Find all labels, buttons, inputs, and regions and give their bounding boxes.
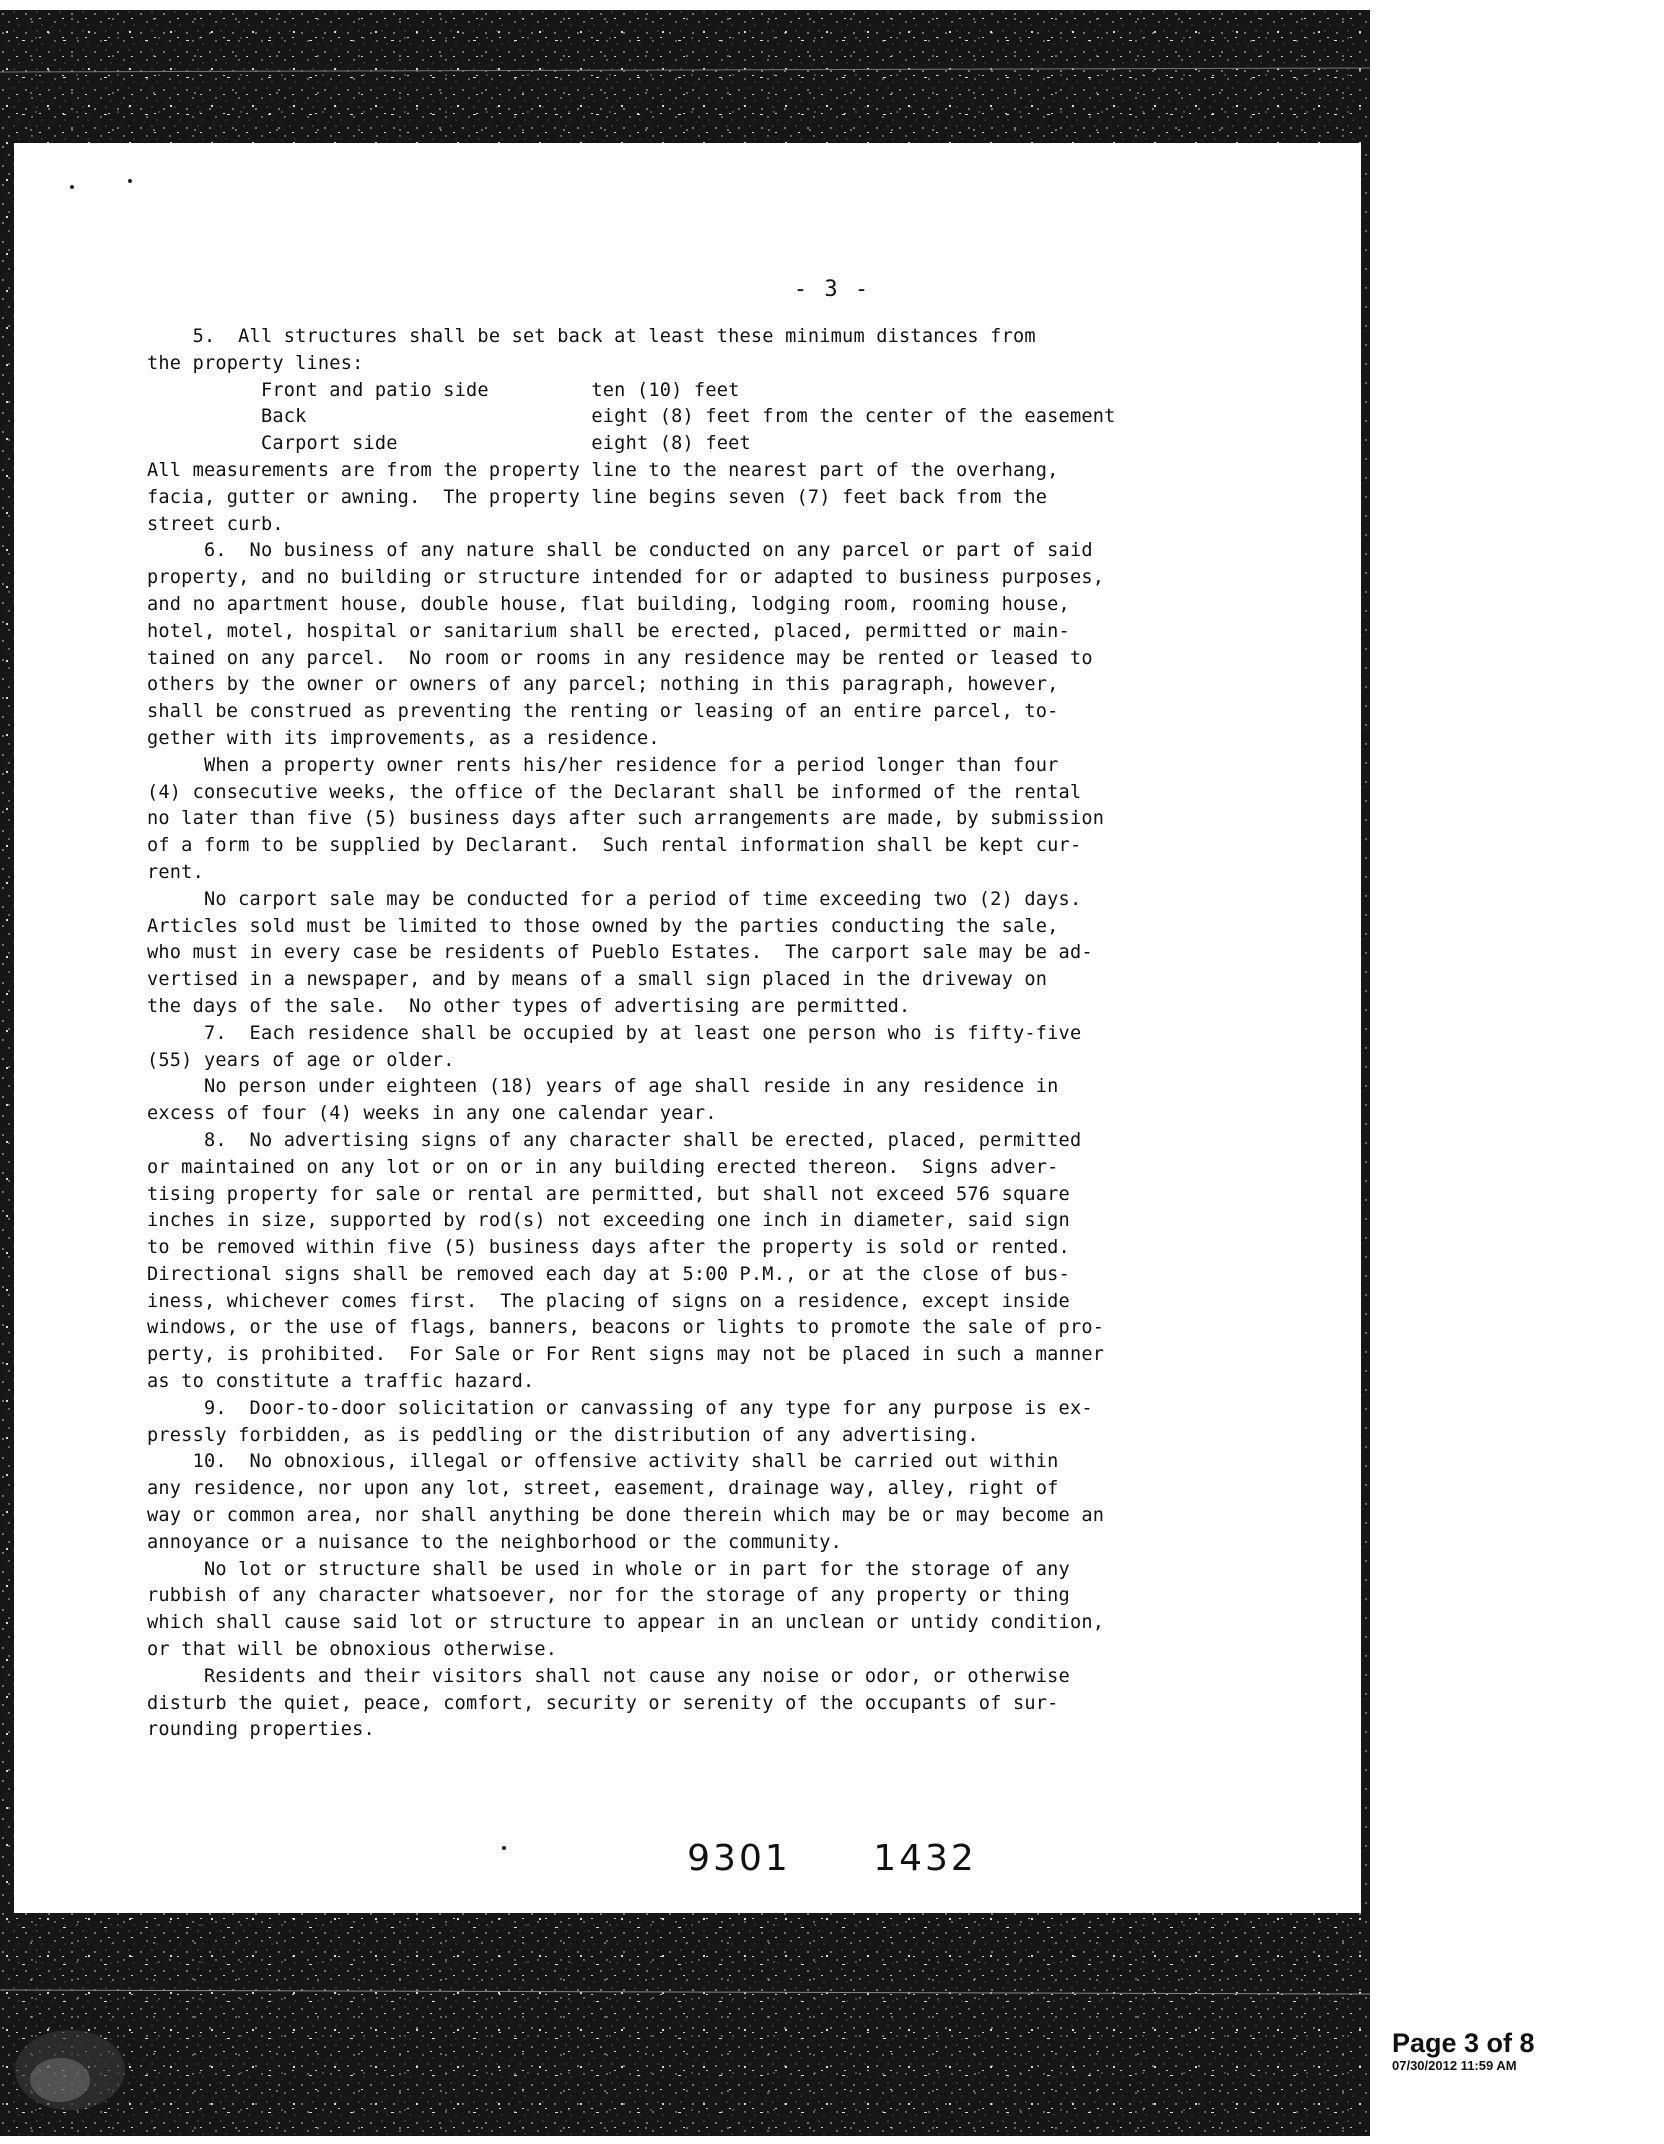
text-line: the property lines:	[147, 352, 364, 374]
text-line: No person under eighteen (18) years of age shall reside in any residence in	[147, 1076, 1059, 1098]
text-line: Residents and their visitors shall not cause any noise or odor, or otherwise	[147, 1665, 1070, 1687]
text-line: shall be construed as preventing the renting or leasing of an entire parcel, to-	[147, 701, 1059, 723]
text-line: gether with its improvements, as a residence.	[147, 727, 660, 749]
footer-timestamp: 07/30/2012 11:59 AM	[1392, 2058, 1517, 2073]
text-line: of a form to be supplied by Declarant. Such rental information shall be kept cur-	[147, 835, 1082, 857]
text-line: disturb the quiet, peace, comfort, security or serenity of the occupants of sur-	[147, 1692, 1059, 1714]
text-line: property, and no building or structure intended for or adapted to business purposes,	[147, 567, 1105, 589]
text-line: 9. Door-to-door solicitation or canvassing of any type for any purpose is ex-	[147, 1397, 1093, 1419]
document-body	[147, 324, 1287, 1744]
text-line: or maintained on any lot or on or in any building erected thereon. Signs adver-	[147, 1156, 1059, 1178]
text-line: rent.	[147, 861, 204, 883]
text-line: perty, is prohibited. For Sale or For Rent signs may not be placed in such a manner	[147, 1344, 1105, 1366]
text-line: excess of four (4) weeks in any one calendar year.	[147, 1103, 717, 1125]
text-line: to be removed within five (5) business days after the property is sold or rented.	[147, 1237, 1070, 1259]
text-line: All measurements are from the property line to the nearest part of the overhang,	[147, 459, 1059, 481]
text-line: which shall cause said lot or structure to appear in an unclean or untidy condition,	[147, 1612, 1105, 1634]
book-number: 9301	[687, 1838, 791, 1879]
text-line: Directional signs shall be removed each day at 5:00 P.M., or at the close of bus-	[147, 1263, 1070, 1285]
text-line: No lot or structure shall be used in whole or in part for the storage of any	[147, 1558, 1070, 1580]
text-line: No carport sale may be conducted for a period of time exceeding two (2) days.	[147, 888, 1082, 910]
text-line: pressly forbidden, as is peddling or the distribution of any advertising.	[147, 1424, 979, 1446]
text-line: the days of the sale. No other types of advertising are permitted.	[147, 995, 911, 1017]
text-line: street curb.	[147, 513, 284, 535]
text-line: windows, or the use of flags, banners, beacons or lights to promote the sale of pro-	[147, 1317, 1105, 1339]
text-line: Front and patio side ten (10) feet	[147, 379, 740, 401]
text-line: who must in every case be residents of Pueblo Estates. The carport sale may be ad-	[147, 942, 1093, 964]
text-line: as to constitute a traffic hazard.	[147, 1371, 535, 1393]
text-line: inches in size, supported by rod(s) not exceeding one inch in diameter, said sign	[147, 1210, 1070, 1232]
text-line: vertised in a newspaper, and by means of a small sign placed in the driveway on	[147, 969, 1048, 991]
text-line: others by the owner or owners of any parcel; nothing in this paragraph, however,	[147, 674, 1059, 696]
text-line: 10. No obnoxious, illegal or offensive activity shall be carried out within	[147, 1451, 1059, 1473]
page-number-stamp: 1432	[873, 1838, 977, 1879]
text-line: way or common area, nor shall anything be done therein which may be or may become an	[147, 1505, 1105, 1527]
text-line: tising property for sale or rental are permitted, but shall not exceed 576 square	[147, 1183, 1070, 1205]
text-line: 6. No business of any nature shall be conducted on any parcel or part of said	[147, 540, 1093, 562]
text-line: When a property owner rents his/her residence for a period longer than four	[147, 754, 1059, 776]
scan-speck	[70, 185, 74, 189]
text-line: tained on any parcel. No room or rooms in any residence may be rented or leased to	[147, 647, 1093, 669]
footer-page-label: Page 3 of 8	[1392, 2028, 1535, 2058]
text-line: (4) consecutive weeks, the office of the Declarant shall be informed of the rental	[147, 781, 1082, 803]
text-line: 5. All structures shall be set back at least these minimum distances from	[147, 326, 1036, 347]
text-line: annoyance or a nuisance to the neighborhood or the community.	[147, 1531, 843, 1553]
recording-stamp	[0, 1838, 1664, 1879]
text-line: (55) years of age or older.	[147, 1049, 455, 1071]
text-line: facia, gutter or awning. The property line begins seven (7) feet back from the	[147, 486, 1048, 508]
text-line: no later than five (5) business days after such arrangements are made, by submission	[147, 808, 1105, 830]
text-line: rounding properties.	[147, 1719, 375, 1741]
text-line: rubbish of any character whatsoever, nor for the storage of any property or thing	[147, 1585, 1070, 1607]
text-line: Articles sold must be limited to those owned by the parties conducting the sale,	[147, 915, 1059, 937]
text-line: any residence, nor upon any lot, street, easement, drainage way, alley, right of	[147, 1478, 1059, 1500]
text-line: or that will be obnoxious otherwise.	[147, 1639, 558, 1661]
text-line: and no apartment house, double house, flat building, lodging room, rooming house,	[147, 593, 1070, 615]
text-line: 8. No advertising signs of any character shall be erected, placed, permitted	[147, 1129, 1082, 1151]
scan-speck	[128, 179, 132, 183]
text-line: Carport side eight (8) feet	[147, 433, 751, 455]
text-line: iness, whichever comes first. The placing of signs on a residence, except inside	[147, 1290, 1070, 1312]
page-marker: - 3 -	[793, 277, 871, 302]
footer-page-info	[1392, 2028, 1632, 2074]
text-line: hotel, motel, hospital or sanitarium shall be erected, placed, permitted or main-	[147, 620, 1070, 642]
text-line: 7. Each residence shall be occupied by at least one person who is fifty-five	[147, 1022, 1082, 1044]
text-line: Back eight (8) feet from the center of the easement	[147, 406, 1116, 428]
